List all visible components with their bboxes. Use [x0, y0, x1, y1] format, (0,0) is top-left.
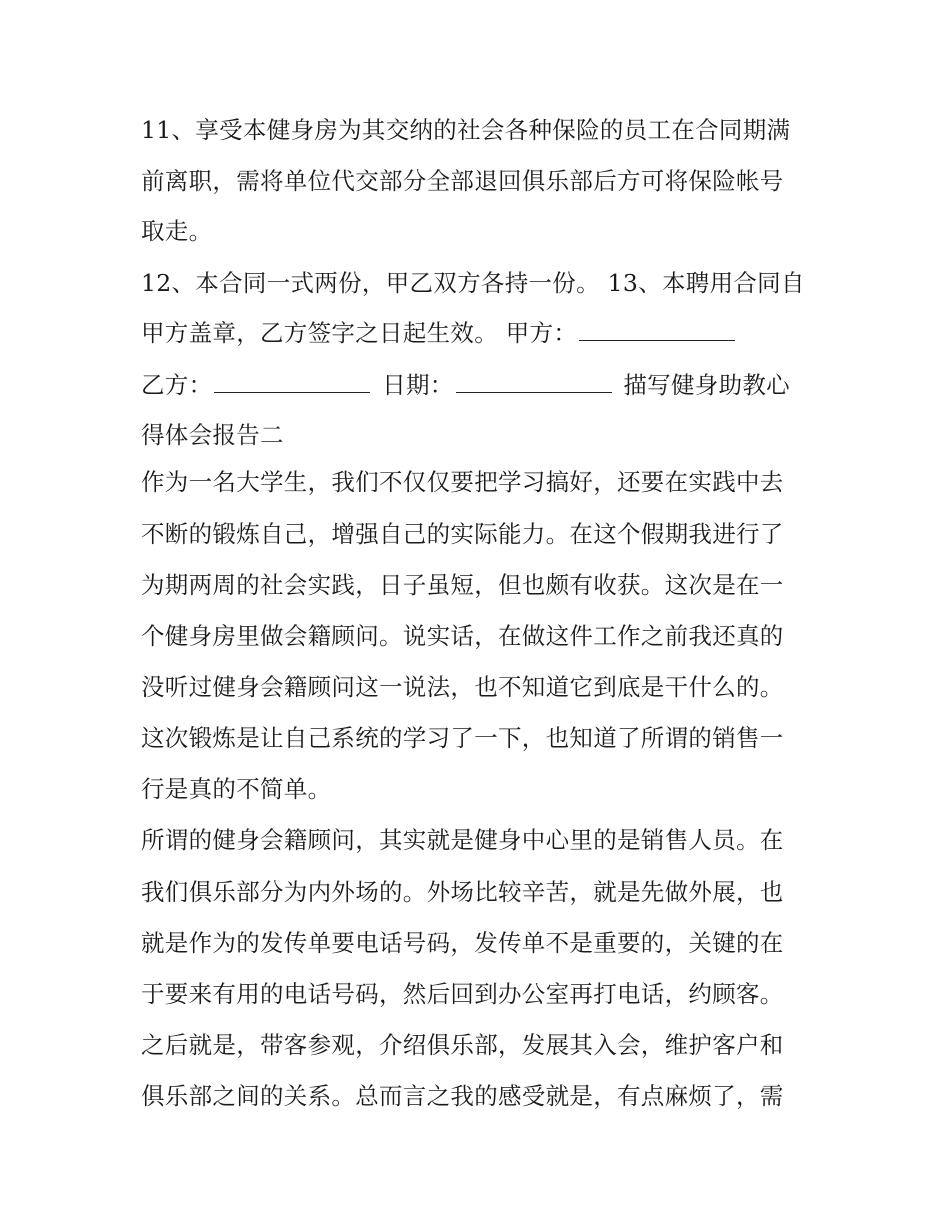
text-line: 之后就是，带客参观，介绍俱乐部，发展其入会，维护客户和 [141, 1031, 784, 1059]
party-a-blank [579, 320, 735, 341]
text-line: 这次锻炼是让自己系统的学习了一下，也知道了所谓的销售一 [141, 724, 784, 752]
text-line: 我们俱乐部分为内外场的。外场比较辛苦，就是先做外展，也 [141, 878, 784, 906]
text-line: 于要来有用的电话号码，然后回到办公室再打电话，约顾客。 [141, 980, 784, 1008]
party-b-label: 乙方： [141, 371, 213, 399]
text-line: 所谓的健身会籍顾问，其实就是健身中心里的是销售人员。在 [141, 826, 784, 854]
text-line: 没听过健身会籍顾问这一说法，也不知道它到底是干什么的。 [141, 673, 784, 701]
report-title-part1: 描写健身助教心 [623, 371, 790, 399]
signature-line-party-b [141, 370, 790, 400]
text-line: 12、本合同一式两份，甲乙双方各持一份。 13、本聘用合同自 [141, 269, 805, 297]
date-label: 日期： [382, 371, 454, 399]
party-b-blank [214, 372, 370, 393]
date-blank [456, 372, 612, 393]
report-title-part2: 得体会报告二 [141, 421, 284, 449]
text-line: 前离职，需将单位代交部分全部退回俱乐部后方可将保险帐号 [141, 167, 784, 195]
text-span: 甲方盖章，乙方签字之日起生效。 甲方： [141, 319, 578, 347]
text-line: 就是作为的发传单要电话号码，发传单不是重要的，关键的在 [141, 929, 784, 957]
text-line: 俱乐部之间的关系。总而言之我的感受就是，有点麻烦了，需 [141, 1082, 784, 1110]
signature-line-party-a [141, 318, 739, 348]
text-line: 不断的锻炼自己，增强自己的实际能力。在这个假期我进行了 [141, 520, 784, 548]
text-line: 行是真的不简单。 [141, 775, 332, 803]
text-line: 个健身房里做会籍顾问。说实话，在做这件工作之前我还真的 [141, 622, 784, 650]
text-line: 取走。 [141, 217, 213, 245]
text-line: 11、享受本健身房为其交纳的社会各种保险的员工在合同期满 [141, 116, 791, 144]
text-line: 为期两周的社会实践，日子虽短，但也颇有收获。这次是在一 [141, 571, 784, 599]
text-line: 作为一名大学生，我们不仅仅要把学习搞好，还要在实践中去 [141, 468, 784, 496]
